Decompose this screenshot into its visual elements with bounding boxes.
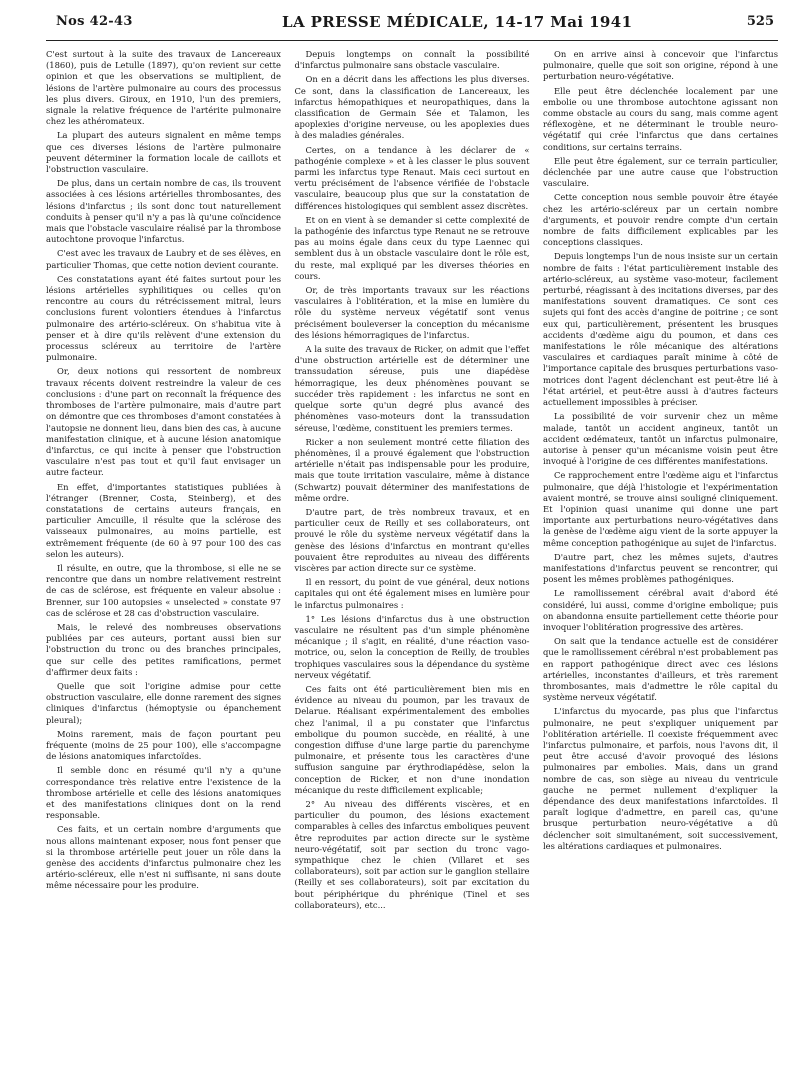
paragraph: Elle peut être également, sur ce terrain particulier, déclenchée par une autre cause que l'obstruction vasculaire. <box>543 155 778 189</box>
paragraph: Quelle que soit l'origine admise pour cette obstruction vasculaire, elle donne rarement des signes cliniques d'infarctus (hémoptysie ou épanchement pleural); <box>46 680 281 725</box>
paragraph: Cette conception nous semble pouvoir être étayée chez les artério-scléreux par un certain nombre d'arguments, et pouvoir rendre compte d'un certain nombre de faits difficilement explicables par les conceptions classiques. <box>543 192 778 248</box>
paragraph: On en arrive ainsi à concevoir que l'infarctus pulmonaire, quelle que soit son origine, répond à une perturbation neuro-végétative. <box>543 49 778 82</box>
page-header <box>46 0 778 41</box>
paragraph: La possibilité de voir survenir chez un même malade, tantôt un accident angineux, tantôt un accident œdémateux, tantôt un infarctus pulmonaire, autorise à penser qu'un mécanisme voisin peut être invoqué à l'origine de ces différentes manifestations. <box>543 411 778 467</box>
paragraph: L'infarctus du myocarde, pas plus que l'infarctus pulmonaire, ne peut s'expliquer uniquement par l'oblitération artérielle. Il coexiste fréquemment avec l'infarctus pulmonaire, et parfois, nous l'avons dit, il peut être accusé d'avoir provoqué des lésions pulmonaires par embolies. Mais, dans un grand nombre de cas, son siège au niveau du ventricule gauche ne permet nullement d'expliquer la dépendance des deux manifestations infarctoïdes. Il paraît logique d'admettre, en pareil cas, qu'une brusque perturbation neuro-végétative a dû déclencher soit simultanément, soit successivement, les altérations cardiaques et pulmonaires. <box>543 706 778 851</box>
paragraph: D'autre part, de très nombreux travaux, et en particulier ceux de Reilly et ses collaborateurs, ont prouvé le rôle du système nerveux végétatif dans la genèse des lésions d'infarctus en montrant qu'elles pouvaient être reproduites au niveau des différents viscères par action directe sur ce système. <box>294 506 530 573</box>
paragraph: 2° Au niveau des différents viscères, et en particulier du poumon, des lésions exactement comparables à celles des infarctus emboliques peuvent être reproduites par action directe sur le système neuro-végétatif, soit par section du tronc vago-sympathique chez le chien (Villaret et ses collaborateurs), soit par action sur le ganglion stellaire (Reilly et ses collaborateurs), soit par excitation du bout périphérique du phrénique (Tinel et ses collaborateurs), etc... <box>294 799 530 910</box>
paragraph: On en a décrit dans les affections les plus diverses. Ce sont, dans la classification de Lancereaux, les infarctus hémopathiques et neuropathiques, dans la classification de Germain Sée et Talamon, les apoplexies d'origine nerveuse, ou les apoplexies dues à des maladies générales. <box>294 74 530 141</box>
paragraph: Ricker a non seulement montré cette filiation des phénomènes, il a prouvé également que l'obstruction artérielle n'était pas indispensable pour les produire, mais que toute irritation vasculaire, même à distance (Schwartz) pouvait déterminer des manifestations de même ordre. <box>294 436 530 503</box>
column-2 <box>295 49 530 914</box>
paragraph: Or, de très importants travaux sur les réactions vasculaires à l'oblitération, et la mise en lumière du rôle du système nerveux végétatif sont venus précisément bouleverser la conception du mécanisme des lésions hémorragiques de l'infarctus. <box>294 285 530 340</box>
paragraph: C'est surtout à la suite des travaux de Lancereaux (1860), puis de Letulle (1897), qu'on revient sur cette opinion et que les observations se multiplient, de lésions de l'artère pulmonaire au cours des processus les plus divers. Giroux, en 1910, l'un des premiers, signale la relative fréquence de l'artérite pulmonaire chez les athéromateux. <box>46 49 281 127</box>
paragraph: 1° Les lésions d'infarctus dus à une obstruction vasculaire ne résultent pas d'un simple phénomène mécanique ; il s'agit, en réalité, d'une réaction vaso-motrice, ou, selon la conception de Reilly, de troubles trophiques vasculaires sous la dépendance du système nerveux végétatif. <box>294 613 530 680</box>
paragraph: Ces faits ont été particulièrement bien mis en évidence au niveau du poumon, par les travaux de Delarue. Réalisant expérimentalement des embolies chez l'animal, il a pu constater que l'infarctus embolique du poumon succède, en réalité, à une congestion diffuse d'une large partie du parenchyme pulmonaire, et présente tous les caractères d'une suffusion sanguine par érythrodiapédèse, selon la conception de Ricker, et non d'une inondation mécanique du reste difficilement explicable; <box>294 683 530 795</box>
paragraph: D'autre part, chez les mêmes sujets, d'autres manifestations d'infarctus peuvent se rencontrer, qui posent les mêmes problèmes pathogéniques. <box>543 551 778 585</box>
paragraph: Elle peut être déclenchée localement par une embolie ou une thrombose autochtone agissant non comme obstacle au cours du sang, mais comme agent réflexogène, et ne déterminant le trouble neuro-végétatif qui crée l'infarctus que dans certaines conditions, sur certains terrains. <box>543 85 778 152</box>
paragraph: C'est avec les travaux de Laubry et de ses élèves, en particulier Thomas, que cette notion devient courante. <box>46 248 281 270</box>
paragraph: On sait que la tendance actuelle est de considérer que le ramollissement cérébral n'est probablement pas en rapport pathogénique direct avec ces lésions artérielles, inconstantes d'ailleurs, et très rarement thrombosantes, mais d'admettre le rôle capital du système nerveux végétatif. <box>543 636 778 703</box>
paragraph: Depuis longtemps l'un de nous insiste sur un certain nombre de faits : l'état particulièrement instable des artério-scléreux, au système vaso-moteur, facilement perturbé, réagissant à des incitations diverses, par des manifestations souvent dramatiques. Ce sont ces sujets qui font des accès d'angine de poitrine ; ce sont eux qui, particulièrement, présentent les brusques accidents d'œdème aigu du poumon, et dans ces manifestations le rôle mécanique des altérations vasculaires et cardiaques paraît minime à côté de l'importance capitale des brusques perturbations vaso-motrices dont l'agent déclenchant est peut-être lié à l'état artériel, et peut-être aussi à d'autres facteurs actuellement impossibles à préciser. <box>543 251 778 408</box>
issue-number: Nos 42-43 <box>56 14 133 29</box>
paragraph: Or, deux notions qui ressortent de nombreux travaux récents doivent restreindre la valeur de ces conclusions : d'une part on reconnaît la fréquence des thromboses de l'artère pulmonaire, mais d'autre part on démontre que ces thromboses d'amont constatées à l'autopsie ne donnent lieu, dans bien des cas, à aucune manifestation clinique, et à aucune lésion anatomique d'infarctus, ce qui incite à penser que l'obstruction vasculaire n'est pas tout et qu'il faut envisager un autre facteur. <box>46 366 281 478</box>
paragraph: Il résulte, en outre, que la thrombose, si elle ne se rencontre que dans un nombre relativement restreint de cas de sclérose, est fréquente en valeur absolue : Brenner, sur 100 autopsies « unselected » constate 97 cas de sclérose et 28 cas d'obstruction vasculaire. <box>46 562 281 618</box>
paragraph: En effet, d'importantes statistiques publiées à l'étranger (Brenner, Costa, Steinberg), et des constatations de certains auteurs français, en particulier Amcuille, il résulte que la sclérose des vaisseaux pulmonaires, au moins partielle, est extrêmement fréquente (de 60 à 97 pour 100 des cas selon les auteurs). <box>46 481 281 559</box>
paragraph: Il en ressort, du point de vue général, deux notions capitales qui ont été également mises en lumière pour le infarctus pulmonaires : <box>294 577 530 610</box>
paragraph: Il semble donc en résumé qu'il n'y a qu'une correspondance très relative entre l'existence de la thrombose artérielle et celle des lésions anatomiques et des manifestations cliniques dont on la rend responsable. <box>46 765 281 821</box>
paragraph: Depuis longtemps on connaît la possibilité d'infarctus pulmonaire sans obstacle vasculaire. <box>294 49 530 71</box>
paragraph: Moins rarement, mais de façon pourtant peu fréquente (moins de 25 pour 100), elle s'accompagne de lésions anatomiques infarctoïdes. <box>46 728 281 762</box>
paragraph: Et on en vient à se demander si cette complexité de la pathogénie des infarctus type Renaut ne se retrouve pas au moins égale dans ceux du type Laennec qui semblent dus à un obstacle vasculaire dont le rôle est, du reste, mal expliqué par les diverses théories en cours. <box>294 214 530 281</box>
paragraph: Ces faits, et un certain nombre d'arguments que nous allons maintenant exposer, nous font penser que si la thrombose artérielle peut jouer un rôle dans la genèse des accidents d'infarctus pulmonaire chez les artério-scléreux, elle n'est ni suffisante, ni sans doute même nécessaire pour les produire. <box>46 824 281 891</box>
paragraph: De plus, dans un certain nombre de cas, ils trouvent associées à ces lésions artérielles thrombosantes, des lésions d'infarctus ; ils sont donc tout naturellement conduits à penser qu'il n'y a pas là qu'une coïncidence mais que l'obstacle vasculaire réalisé par la thrombose autochtone provoque l'infarctus. <box>46 178 281 245</box>
journal-title: LA PRESSE MÉDICALE, 14-17 Mai 1941 <box>282 13 633 31</box>
article-body <box>46 49 778 914</box>
paragraph: Ces constatations ayant été faites surtout pour les lésions artérielles syphilitiques ou celles qu'on rencontre au cours du rétrécissement mitral, leurs conclusions furent volontiers étendues à l'infarctus pulmonaire des artério-scléreux. On s'habitua vite à penser et à dire qu'ils relèvent d'une extension du processus scléreux au territoire de l'artère pulmonaire. <box>46 273 281 363</box>
column-1 <box>46 49 281 914</box>
paragraph: A la suite des travaux de Ricker, on admit que l'effet d'une obstruction artérielle est de déterminer une transsudation séreuse, puis une diapédèse hémorragique, les deux phénomènes pouvant se succéder très rapidement : les infarctus ne sont en quelque sorte qu'un degré plus avancé des phénomènes vaso-moteurs dont la transsudation séreuse, l'œdème, constituent les premiers termes. <box>294 344 530 433</box>
column-3 <box>543 49 778 914</box>
paragraph: La plupart des auteurs signalent en même temps que ces diverses lésions de l'artère pulmonaire peuvent déterminer la formation locale de caillots et l'obstruction vasculaire. <box>46 130 281 175</box>
paragraph: Mais, le relevé des nombreuses observations publiées par ces auteurs, portant aussi bien sur l'obstruction du tronc ou des branches principales, que sur celle des petites ramifications, permet d'affirmer deux faits : <box>46 621 281 677</box>
paragraph: Ce rapprochement entre l'œdème aigu et l'infarctus pulmonaire, que déjà l'histologie et l'expérimentation avaient montré, se trouve ainsi souligné cliniquement. Et l'opinion quasi unanime qui donne une part importante aux perturbations neuro-végétatives dans la genèse de l'œdème aigu vient de la sorte appuyer la même conception pathogénique au sujet de l'infarctus. <box>543 470 778 548</box>
page-number: 525 <box>746 14 774 29</box>
paragraph: Certes, on a tendance à les déclarer de « pathogénie complexe » et à les classer le plus souvent parmi les infarctus type Renaut. Mais ceci surtout en vertu précisément de l'absence vérifiée de l'obstacle vasculaire, beaucoup plus que sur la constatation de différences histologiques qui semblent assez discrètes. <box>294 144 530 211</box>
paragraph: Le ramollissement cérébral avait d'abord été considéré, lui aussi, comme d'origine embolique; puis on abandonna ensuite partiellement cette théorie pour invoquer l'oblitération progressive des artères. <box>543 588 778 632</box>
